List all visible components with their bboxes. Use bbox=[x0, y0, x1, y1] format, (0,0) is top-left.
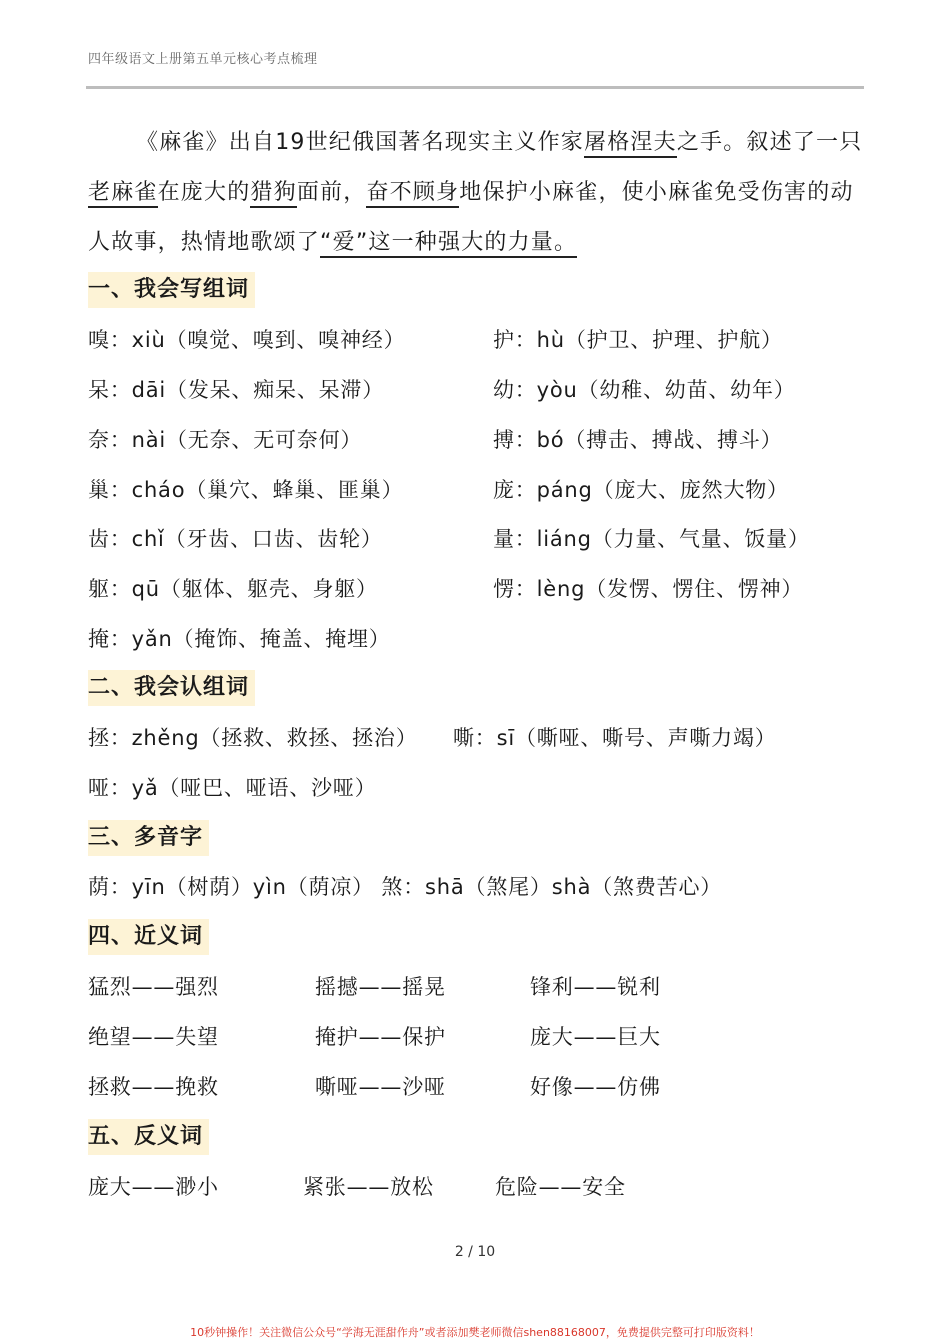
synonym-pair: 绝望——失望 bbox=[88, 1025, 219, 1049]
write-word-right: 愣：lèng（发愣、愣住、愣神） bbox=[493, 577, 804, 601]
synonym-pair: 猛烈——强烈 bbox=[88, 975, 219, 999]
write-word-left: 躯：qū（躯体、躯壳、身躯） bbox=[88, 577, 378, 601]
read-word: 拯：zhěng（拯救、救拯、拯治） bbox=[88, 726, 418, 750]
antonym-pair: 紧张——放松 bbox=[303, 1175, 434, 1199]
section-title-polyphone: 三、多音字 bbox=[88, 820, 209, 856]
intro-paragraph bbox=[88, 118, 868, 268]
section-title-synonyms: 四、近义词 bbox=[88, 919, 209, 955]
synonym-pair: 摇撼——摇晃 bbox=[315, 975, 446, 999]
write-word-left: 齿：chǐ（牙齿、口齿、齿轮） bbox=[88, 527, 383, 551]
polyphone-line: 荫：yīn（树荫）yìn（荫凉） 煞：shā（煞尾）shà（煞费苦心） bbox=[88, 875, 723, 899]
write-word-left: 呆：dāi（发呆、痴呆、呆滞） bbox=[88, 378, 385, 402]
synonym-pair: 好像——仿佛 bbox=[530, 1075, 661, 1099]
header-divider bbox=[86, 86, 864, 89]
write-word-right: 幼：yòu（幼稚、幼苗、幼年） bbox=[493, 378, 796, 402]
write-word-left: 巢：cháo（巢穴、蜂巢、匪巢） bbox=[88, 478, 404, 502]
intro-text-3: 在庞大的 bbox=[157, 180, 251, 205]
write-word-left: 嗅：xiù（嗅觉、嗅到、嗅神经） bbox=[88, 328, 406, 352]
synonym-pair: 嘶哑——沙哑 bbox=[315, 1075, 446, 1099]
synonym-pair: 拯救——挽救 bbox=[88, 1075, 219, 1099]
antonym-pair: 庞大——渺小 bbox=[88, 1175, 219, 1199]
synonym-pair: 锋利——锐利 bbox=[530, 975, 661, 999]
section-title-read: 二、我会认组词 bbox=[88, 670, 255, 706]
antonym-pair: 危险——安全 bbox=[495, 1175, 626, 1199]
write-word-right: 护：hù（护卫、护理、护航） bbox=[493, 328, 783, 352]
intro-text-4: 面前， bbox=[296, 180, 367, 205]
write-word-right: 庞：páng（庞大、庞然大物） bbox=[493, 478, 789, 502]
write-word-right: 搏：bó（搏击、搏战、搏斗） bbox=[493, 428, 783, 452]
intro-underline-love: “爱”这一种强大的力量。 bbox=[320, 230, 577, 258]
intro-underline-hound: 猎狗 bbox=[250, 180, 296, 208]
read-word: 嘶：sī（嘶哑、嘶号、声嘶力竭） bbox=[453, 726, 777, 750]
synonym-pair: 庞大——巨大 bbox=[530, 1025, 661, 1049]
section-title-antonyms: 五、反义词 bbox=[88, 1119, 209, 1155]
intro-underline-author: 屠格涅夫 bbox=[584, 130, 677, 158]
intro-text-2: 之手。叙述了一只 bbox=[676, 130, 863, 155]
page-header: 四年级语文上册第五单元核心考点梳理 bbox=[88, 52, 318, 67]
synonym-pair: 掩护——保护 bbox=[315, 1025, 446, 1049]
intro-text-1: 《麻雀》出自19世纪俄国著名现实主义作家 bbox=[136, 130, 584, 155]
section-title-write: 一、我会写组词 bbox=[88, 272, 255, 308]
write-word-left: 掩：yǎn（掩饰、掩盖、掩埋） bbox=[88, 627, 391, 651]
intro-underline-selfless: 奋不顾身 bbox=[366, 180, 459, 208]
write-word-right: 量：liáng（力量、气量、饭量） bbox=[493, 527, 810, 551]
write-word-left: 奈：nài（无奈、无可奈何） bbox=[88, 428, 363, 452]
read-word: 哑：yǎ（哑巴、哑语、沙哑） bbox=[88, 776, 377, 800]
footer-note: 10秒钟操作！关注微信公众号“学海无涯甜作舟”或者添加樊老师微信shen88168007，免费提供完整可打印版资料！ bbox=[190, 1326, 760, 1339]
page-number: 2 / 10 bbox=[454, 1244, 496, 1260]
intro-text-5: 地保护小麻雀，使小麻雀免受伤害的动人故事，热情地歌颂了 bbox=[88, 180, 854, 255]
intro-underline-old-sparrow: 老麻雀 bbox=[88, 180, 158, 208]
